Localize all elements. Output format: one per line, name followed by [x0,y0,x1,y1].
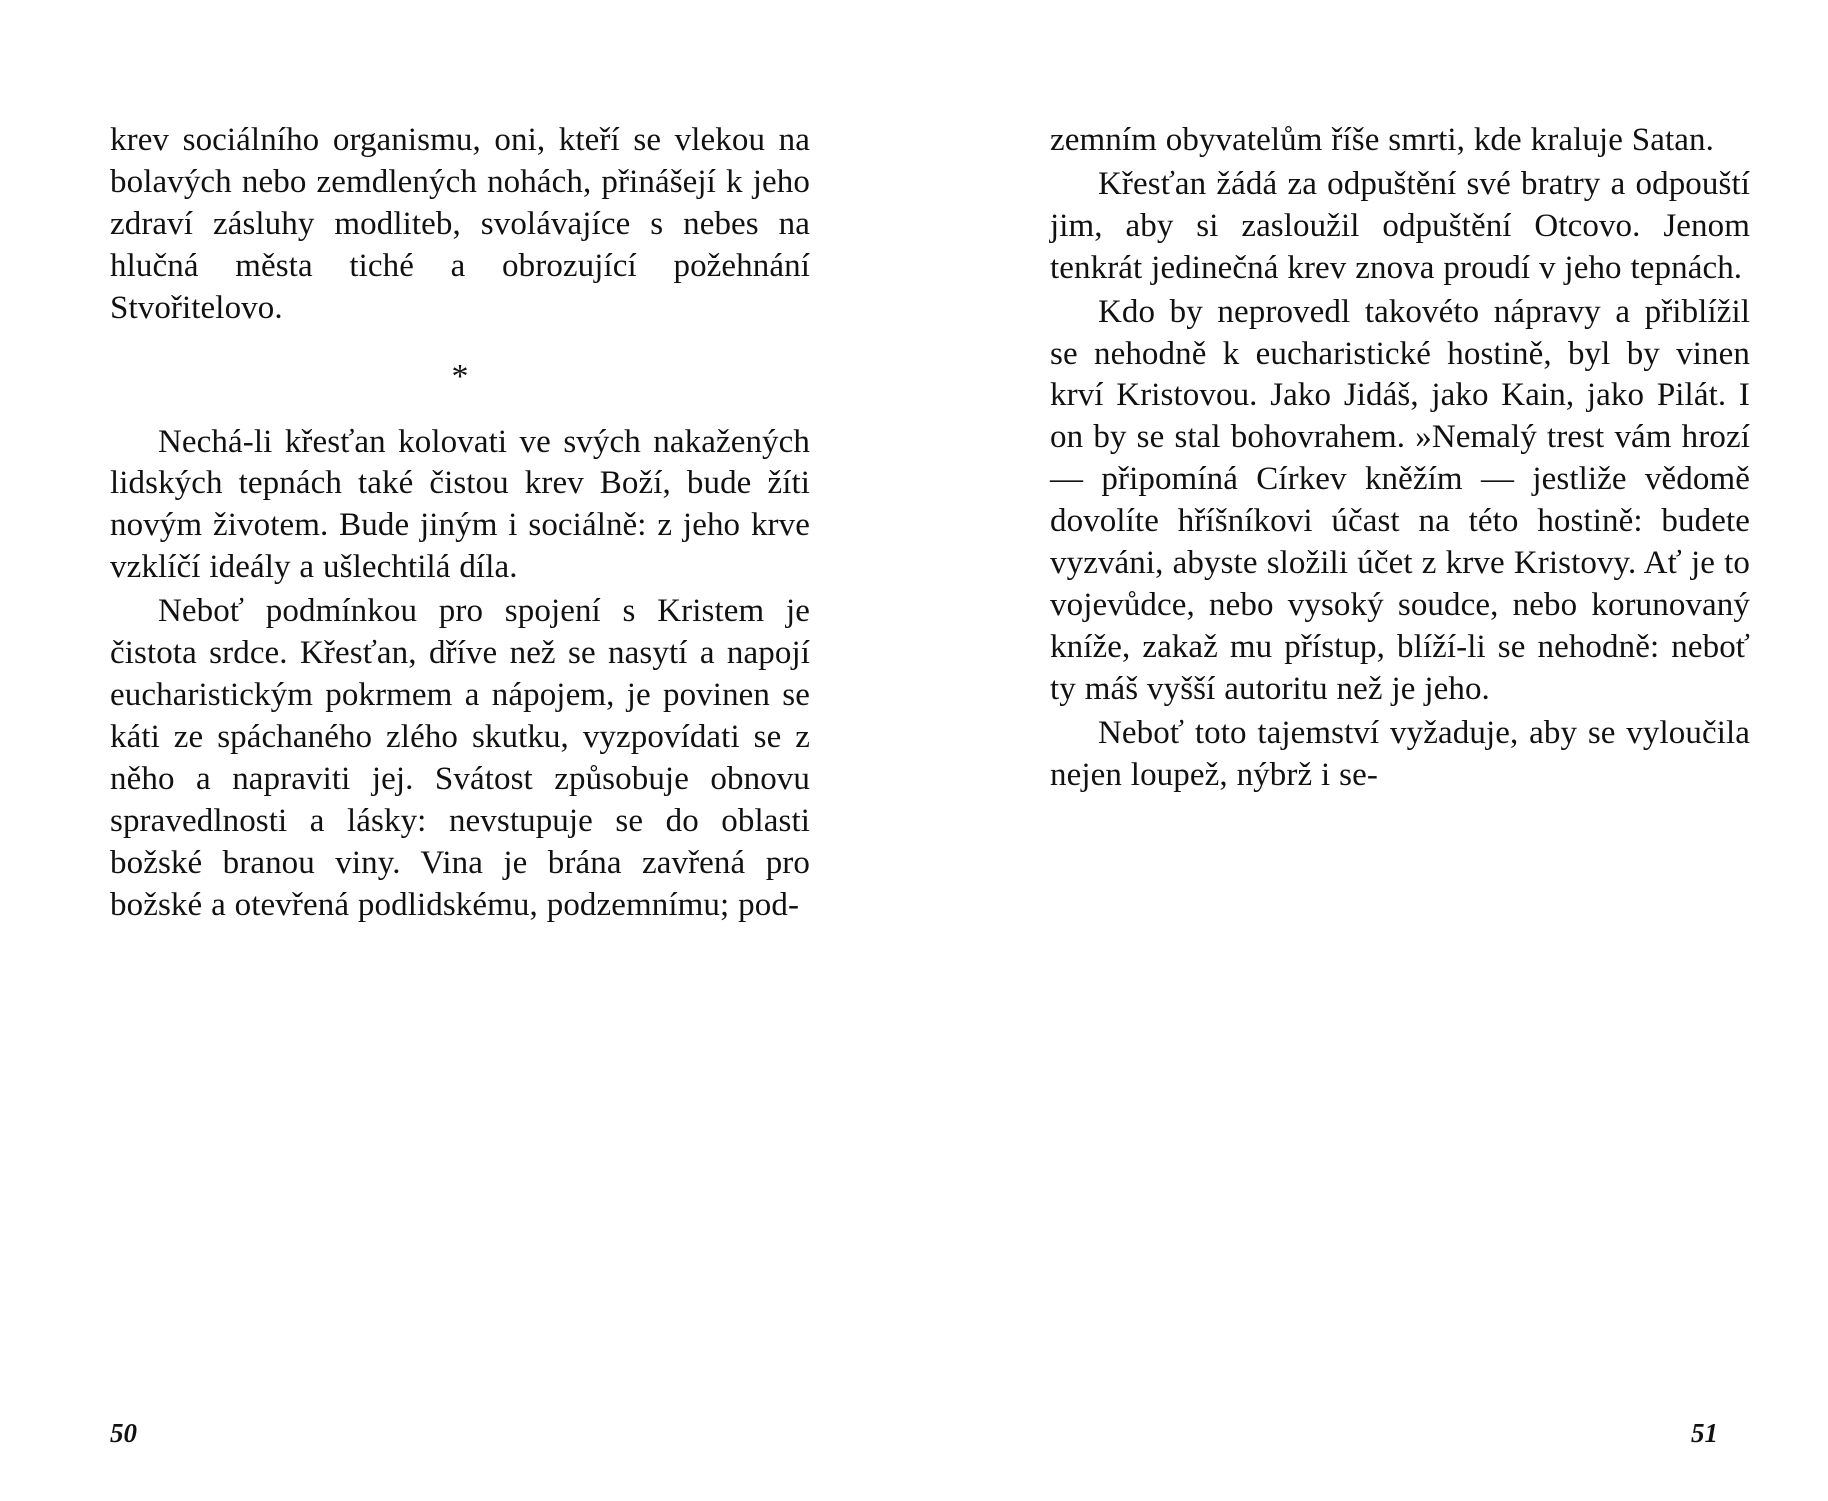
paragraph: Kdo by neprovedl takovéto nápravy a přiblížil se nehodně k eucharistické hostině, byl by vinen krví Kristovou. Jako Jidáš, jako Kain, jako Pilát. I on by se stal bohovrahem. »Nemalý trest vám hrozí — připomíná Církev kněžím — jestliže vědomě dovolíte hříšníkovi účast na této hostině: budete vyzváni, abyste složili účet z krve Kristovy. Ať je to vojevůdce, nebo vysoký soudce, nebo korunovaný kníže, zakaž mu přístup, blíží-li se nehodně: neboť ty máš vyšší autoritu než je jeho. [1050,293,1750,707]
paragraph: Neboť toto tajemství vyžaduje, aby se vyloučila nejen loupež, nýbrž i se- [1050,714,1750,793]
paragraph: Křesťan žádá za odpuštění své bratry a odpouští jim, aby si zasloužil odpuštění Otcovo. Jenom tenkrát jedinečná krev znova proudí v jeho tepnách. [1050,165,1750,286]
text-spread [110,120,1750,1300]
page-number-right: 51 [1691,1418,1718,1448]
section-divider-asterisk: * [451,357,469,395]
page-number-left: 50 [110,1418,137,1448]
paragraph: Neboť podmínkou pro spojení s Kristem je čistota srdce. Křesťan, dříve než se nasytí a napojí eucharistickým pokrmem a nápojem, je povinen se káti ze spáchaného zlého skutku, vyzpovídati se z něho a napraviti jej. Svátost způsobuje obnovu spravedlnosti a lásky: nevstupuje se do oblasti božské branou viny. Vina je brána zavřená pro božské a otevřená podlidskému, podzemnímu; pod- [110,593,810,923]
paragraph: zemním obyvatelům říše smrti, kde kraluje Satan. [1050,122,1714,158]
right-page-column [1050,120,1750,1300]
paragraph: Nechá-li křesťan kolovati ve svých nakažených lidských tepnách také čistou krev Boží, bude žíti novým životem. Bude jiným i sociálně: z jeho krve vzklíčí ideály a ušlechtilá díla. [110,423,810,586]
left-page-column [110,120,810,1300]
paragraph: krev sociálního organismu, oni, kteří se vlekou na bolavých nebo zemdlených nohách, přinášejí k jeho zdraví zásluhy modliteb, svolávajíce s nebes na hlučná města tiché a obrozující požehnání Stvořitelovo. [110,122,810,326]
